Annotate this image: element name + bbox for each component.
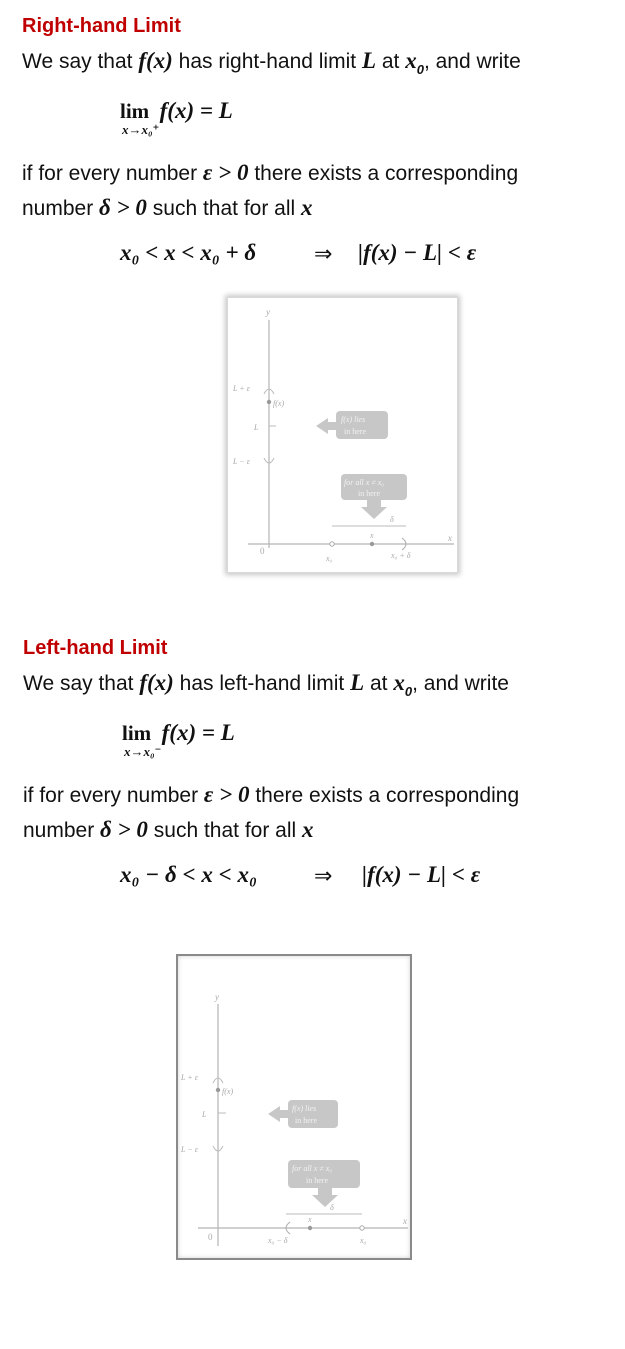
right-condition: x₀ < x < x₀ + δ: [120, 240, 257, 265]
right-intro-f: f(x): [138, 48, 173, 73]
right-implies: ⇒: [314, 242, 333, 267]
left-limit-expression: [122, 720, 235, 759]
right-intro-we-say: We say that: [22, 50, 133, 73]
right-figure-svg: [228, 298, 457, 572]
right-fig-down-arrow-icon: [361, 500, 387, 519]
right-fig-fx-point: f(x): [273, 399, 285, 408]
left-if-1: if for every number: [23, 784, 199, 807]
left-if-2: there exists a corresponding: [255, 784, 520, 807]
right-fig-left-arrow-icon: [316, 418, 336, 434]
right-fig-x-point-label: x: [370, 531, 374, 540]
left-fig-fx-lies-2: in here: [295, 1116, 317, 1125]
left-delta-gt: δ > 0: [100, 817, 148, 842]
right-x-var: x: [301, 195, 313, 220]
left-fig-x-point-label: x: [308, 1215, 312, 1224]
right-fig-delta: δ: [390, 515, 394, 524]
right-fig-fx-dot: [267, 400, 271, 404]
left-heading: Left-hand Limit: [23, 637, 168, 659]
right-limit-expression: [120, 98, 233, 137]
left-number-line: [23, 817, 314, 843]
left-such-that: such that for all: [153, 819, 297, 842]
right-fig-L: L: [254, 423, 259, 432]
left-if-line: [23, 782, 519, 808]
left-intro-x0: [393, 670, 413, 699]
left-fig-x-label: x: [403, 1216, 407, 1226]
left-intro-write: , and write: [412, 672, 509, 695]
left-fig-delta: δ: [330, 1203, 334, 1212]
left-condition: x₀ − δ < x < x₀: [120, 862, 257, 887]
left-x-var: x: [302, 817, 314, 842]
right-number-word: number: [22, 197, 94, 220]
right-lim-expr: f(x) = L: [159, 98, 233, 123]
right-fig-y-label: y: [266, 307, 270, 317]
left-fig-for-all-2: in here: [306, 1176, 328, 1185]
right-intro-x0-sub: 0: [416, 62, 424, 77]
right-fig-for-all-1: for all x ≠ x₀: [344, 478, 385, 487]
right-lim-word: lim: [120, 99, 150, 123]
left-lim-expr: f(x) = L: [161, 720, 235, 745]
left-intro-at: at: [370, 672, 388, 695]
left-fig-x0-minus-delta: x₀ − δ: [268, 1236, 288, 1245]
left-fig-x-dot: [308, 1226, 312, 1230]
left-fig-left-arrow-icon: [268, 1106, 288, 1122]
right-intro: [22, 48, 521, 77]
right-hand-section: [0, 0, 625, 590]
left-fig-y-label: y: [215, 992, 219, 1002]
left-implies: ⇒: [314, 864, 333, 889]
right-if-2: there exists a corresponding: [254, 162, 519, 185]
right-eps-gt: ε > 0: [202, 160, 249, 185]
right-fig-fx-lies-2: in here: [344, 427, 366, 436]
right-fig-x-dot: [370, 542, 374, 546]
left-fig-x0: x₀: [360, 1236, 367, 1245]
left-figure-svg: [178, 956, 410, 1258]
left-fig-L: L: [202, 1110, 207, 1119]
right-fig-x0-plus-delta: x₀ + δ: [391, 551, 411, 560]
right-if-1: if for every number: [22, 162, 198, 185]
left-limit-figure: [176, 954, 412, 1260]
left-lim-word: lim: [122, 721, 152, 745]
right-conclusion: |f(x) − L| < ε: [358, 240, 477, 265]
right-fig-x-label: x: [448, 533, 452, 543]
right-intro-x0: [405, 48, 424, 77]
right-if-line: [22, 160, 518, 186]
left-lim-under: x→x₀⁻: [124, 744, 162, 759]
left-eps-gt: ε > 0: [203, 782, 250, 807]
right-heading: Right-hand Limit: [22, 15, 181, 37]
right-limit-figure: [227, 297, 458, 573]
right-fig-x0: x₀: [326, 554, 333, 563]
right-number-line: [22, 195, 313, 221]
left-fig-L-minus-eps: L − ε: [181, 1145, 198, 1154]
right-intro-L: L: [361, 48, 376, 73]
right-such-that: such that for all: [152, 197, 296, 220]
left-intro-we-say: We say that: [23, 672, 134, 695]
left-intro-x0-sub: 0: [404, 684, 413, 699]
right-lim-under: x→x₀⁺: [122, 122, 160, 137]
right-fig-for-all-2: in here: [358, 489, 380, 498]
left-fig-fx-dot: [216, 1088, 220, 1092]
left-intro-has: has left-hand limit: [179, 672, 345, 695]
left-fig-for-all-1: for all x ≠ x₀: [292, 1164, 333, 1173]
left-fig-x0-point: [360, 1226, 364, 1230]
left-intro-x0-var: x: [393, 670, 405, 695]
right-fig-L-minus-eps: L − ε: [233, 457, 250, 466]
left-fig-down-arrow-icon: [312, 1188, 338, 1207]
left-intro-L: L: [350, 670, 365, 695]
right-intro-x0-var: x: [405, 48, 417, 73]
left-intro: [23, 670, 509, 699]
right-intro-write: , and write: [423, 50, 521, 73]
right-fig-x0-point: [330, 542, 334, 546]
left-conclusion: |f(x) − L| < ε: [362, 862, 481, 887]
left-fig-fx-point: f(x): [222, 1087, 234, 1096]
left-intro-f: f(x): [139, 670, 174, 695]
right-fig-fx-lies-1: f(x) lies: [341, 415, 366, 424]
right-fig-L-plus-eps: L + ε: [233, 384, 250, 393]
right-delta-gt: δ > 0: [99, 195, 147, 220]
right-intro-has: has right-hand limit: [178, 50, 357, 73]
left-fig-origin: 0: [208, 1232, 213, 1242]
right-fig-origin: 0: [260, 546, 265, 556]
right-intro-at: at: [381, 50, 400, 73]
left-fig-fx-lies-1: f(x) lies: [292, 1104, 317, 1113]
left-fig-L-plus-eps: L + ε: [181, 1073, 198, 1082]
left-number-word: number: [23, 819, 95, 842]
